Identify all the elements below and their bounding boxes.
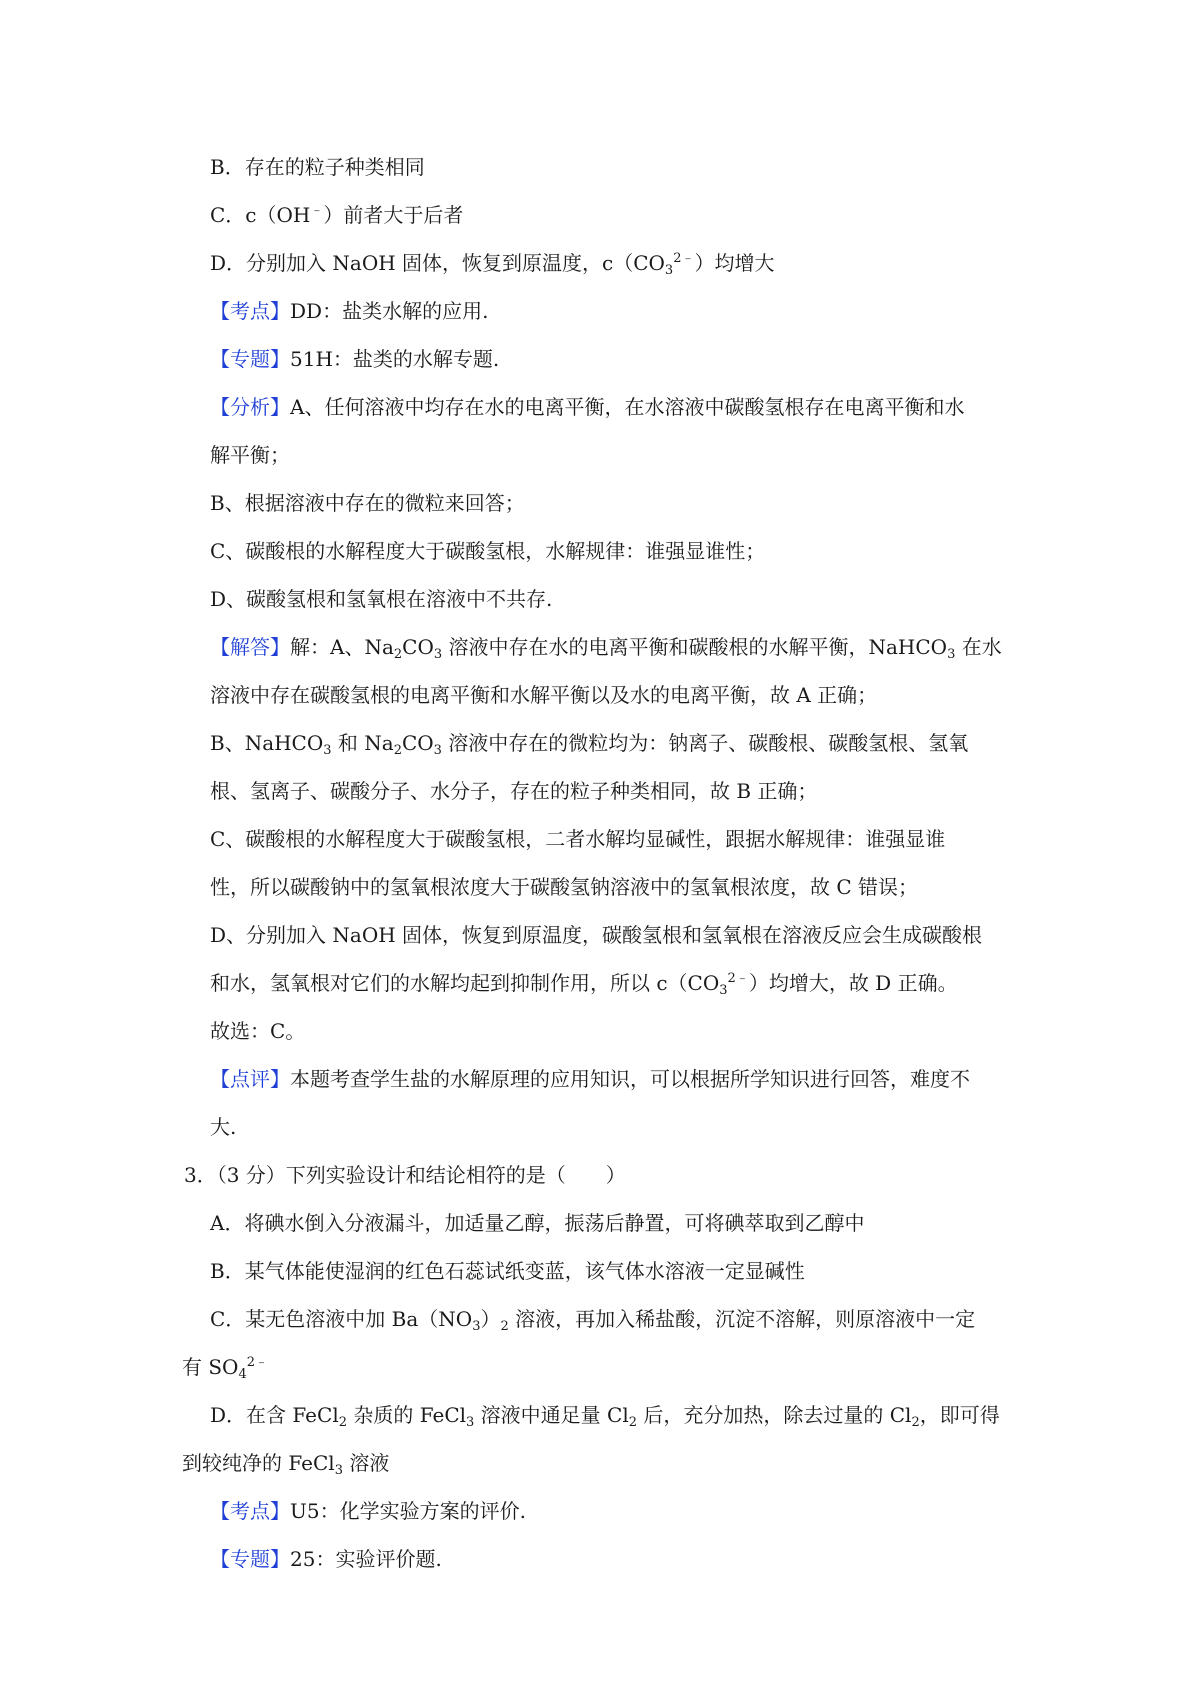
section-tag: 【解答】 xyxy=(210,635,290,659)
text-segment: CO xyxy=(401,731,434,755)
text-segment: D、分别加入 NaOH 固体，恢复到原温度，碳酸氢根和氢氧根在溶液反应会生成碳酸根 xyxy=(210,923,983,947)
text-segment: C．c（OH xyxy=(210,203,311,227)
text-line-q2-fenxi-3 xyxy=(210,488,525,518)
text-segment: C．某无色溶液中加 Ba（NO xyxy=(210,1307,473,1331)
text-segment: DD：盐类水解的应用. xyxy=(290,299,489,323)
text-segment: B、根据溶液中存在的微粒来回答； xyxy=(210,491,525,515)
text-segment: 故选：C。 xyxy=(210,1019,306,1043)
subscript: 2 xyxy=(500,1319,509,1334)
supscript: 2﹣ xyxy=(246,1355,269,1370)
text-segment: 根、氢离子、碳酸分子、水分子，存在的粒子种类相同，故 B 正确； xyxy=(210,779,818,803)
text-line-q2-dianping-1 xyxy=(210,1064,970,1094)
text-line-q2-fenxi-2 xyxy=(210,440,290,470)
text-segment: 解平衡； xyxy=(210,443,290,467)
text-segment: 本题考查学生盐的水解原理的应用知识，可以根据所学知识进行回答，难度不 xyxy=(290,1067,970,1091)
supscript: 2﹣ xyxy=(727,971,749,986)
subscript: 3 xyxy=(323,743,332,758)
text-segment: ）前者大于后者 xyxy=(323,203,464,227)
text-line-q2-dianping-2 xyxy=(210,1112,236,1142)
text-segment: C、碳酸根的水解程度大于碳酸氢根，二者水解均显碱性，跟据水解规律：谁强显谁 xyxy=(210,827,946,851)
text-segment: 溶液 xyxy=(342,1451,390,1475)
text-segment: 到较纯净的 FeCl xyxy=(182,1451,335,1475)
text-line-q3b xyxy=(210,1256,805,1286)
subscript: 4 xyxy=(238,1367,247,1382)
text-segment: 25：实验评价题. xyxy=(290,1547,442,1571)
section-tag: 【专题】 xyxy=(210,347,290,371)
text-segment: 3．（3 分）下列实验设计和结论相符的是（ ） xyxy=(184,1163,626,1187)
text-segment: 解：A、Na xyxy=(290,635,394,659)
text-segment: 杂质的 FeCl xyxy=(347,1403,467,1427)
subscript: 3 xyxy=(664,263,674,278)
text-line-q3c-1 xyxy=(210,1304,975,1334)
subscript: 3 xyxy=(433,647,443,662)
text-segment: U5：化学实验方案的评价. xyxy=(290,1499,526,1523)
text-line-q3d-1 xyxy=(210,1400,1000,1430)
section-tag: 【考点】 xyxy=(210,299,290,323)
text-line-q2-jieda-7 xyxy=(210,920,982,950)
subscript: 3 xyxy=(719,983,728,998)
text-segment: B．存在的粒子种类相同 xyxy=(210,155,425,179)
text-segment: ） xyxy=(480,1307,501,1331)
subscript: 2 xyxy=(911,1415,920,1430)
text-line-q2-zhuanti xyxy=(210,344,499,374)
text-line-q2-jieda-4 xyxy=(210,776,817,806)
text-segment: ，即可得 xyxy=(919,1403,1000,1427)
text-segment: 有 SO xyxy=(182,1355,239,1379)
text-line-q2d xyxy=(210,248,774,278)
text-segment: ）均增大，故 D 正确。 xyxy=(748,971,958,995)
subscript: 3 xyxy=(433,743,442,758)
text-segment: D、碳酸氢根和氢氧根在溶液中不共存. xyxy=(210,587,553,611)
text-line-q2b xyxy=(210,152,425,182)
text-line-q2c xyxy=(210,200,463,230)
subscript: 2 xyxy=(393,647,403,662)
text-segment: C、碳酸根的水解程度大于碳酸氢根，水解规律：谁强显谁性； xyxy=(210,539,766,563)
text-segment: 和 Na xyxy=(331,731,394,755)
text-line-q2-fenxi-5 xyxy=(210,584,552,614)
text-line-q2-jieda-8 xyxy=(210,968,958,998)
text-line-q3d-2 xyxy=(182,1448,389,1478)
text-line-q2-jieda-9 xyxy=(210,1016,305,1046)
text-segment: CO xyxy=(402,635,434,659)
section-tag: 【专题】 xyxy=(210,1547,290,1571)
subscript: 3 xyxy=(947,647,956,662)
text-line-q2-jieda-3 xyxy=(210,728,968,758)
text-line-q3-zhuanti xyxy=(210,1544,442,1574)
text-line-q3c-2 xyxy=(182,1352,268,1382)
text-segment: B、NaHCO xyxy=(210,731,324,755)
text-segment: ）均增大 xyxy=(694,251,775,275)
text-segment: 溶液中通足量 Cl xyxy=(474,1403,629,1427)
text-line-q2-jieda-2 xyxy=(210,680,877,710)
text-line-q2-jieda-5 xyxy=(210,824,945,854)
text-line-q2-fenxi-4 xyxy=(210,536,765,566)
subscript: 3 xyxy=(466,1415,475,1430)
text-line-q2-fenxi-1 xyxy=(210,392,964,422)
text-segment: 性，所以碳酸钠中的氢氧根浓度大于碳酸氢钠溶液中的氢氧根浓度，故 C 错误； xyxy=(210,875,919,899)
text-segment: 后，充分加热，除去过量的 Cl xyxy=(637,1403,912,1427)
text-segment: D．分别加入 NaOH 固体，恢复到原温度，c（CO xyxy=(210,251,665,275)
text-segment: D．在含 FeCl xyxy=(210,1403,339,1427)
subscript: 2 xyxy=(338,1415,347,1430)
text-segment: 和水，氢氧根对它们的水解均起到抑制作用，所以 c（CO xyxy=(210,971,720,995)
text-segment: 溶液，再加入稀盐酸，沉淀不溶解，则原溶液中一定 xyxy=(508,1307,976,1331)
text-segment: A、任何溶液中均存在水的电离平衡，在水溶液中碳酸氢根存在电离平衡和水 xyxy=(290,395,965,419)
text-line-q3-stem xyxy=(184,1160,626,1190)
text-segment: A．将碘水倒入分液漏斗，加适量乙醇，振荡后静置，可将碘萃取到乙醇中 xyxy=(210,1211,865,1235)
subscript: 3 xyxy=(334,1463,343,1478)
section-tag: 【点评】 xyxy=(210,1067,290,1091)
text-line-q2-jieda-6 xyxy=(210,872,918,902)
subscript: 3 xyxy=(472,1319,481,1334)
subscript: 2 xyxy=(628,1415,638,1430)
text-segment: 溶液中存在水的电离平衡和碳酸根的水解平衡，NaHCO xyxy=(442,635,948,659)
text-segment: 在水 xyxy=(955,635,1002,659)
text-segment: 大. xyxy=(210,1115,237,1139)
section-tag: 【考点】 xyxy=(210,1499,290,1523)
text-line-q3-kaodian xyxy=(210,1496,526,1526)
text-line-q2-jieda-1 xyxy=(210,632,1002,662)
text-line-q3a xyxy=(210,1208,864,1238)
text-line-q2-kaodian xyxy=(210,296,488,326)
text-segment: B．某气体能使湿润的红色石蕊试纸变蓝，该气体水溶液一定显碱性 xyxy=(210,1259,805,1283)
supscript: ﹣ xyxy=(310,203,324,218)
supscript: 2﹣ xyxy=(673,251,695,266)
text-segment: 51H：盐类的水解专题. xyxy=(290,347,500,371)
text-segment: 溶液中存在的微粒均为：钠离子、碳酸根、碳酸氢根、氢氧 xyxy=(441,731,969,755)
subscript: 2 xyxy=(393,743,402,758)
text-segment: 溶液中存在碳酸氢根的电离平衡和水解平衡以及水的电离平衡，故 A 正确； xyxy=(210,683,878,707)
section-tag: 【分析】 xyxy=(210,395,290,419)
